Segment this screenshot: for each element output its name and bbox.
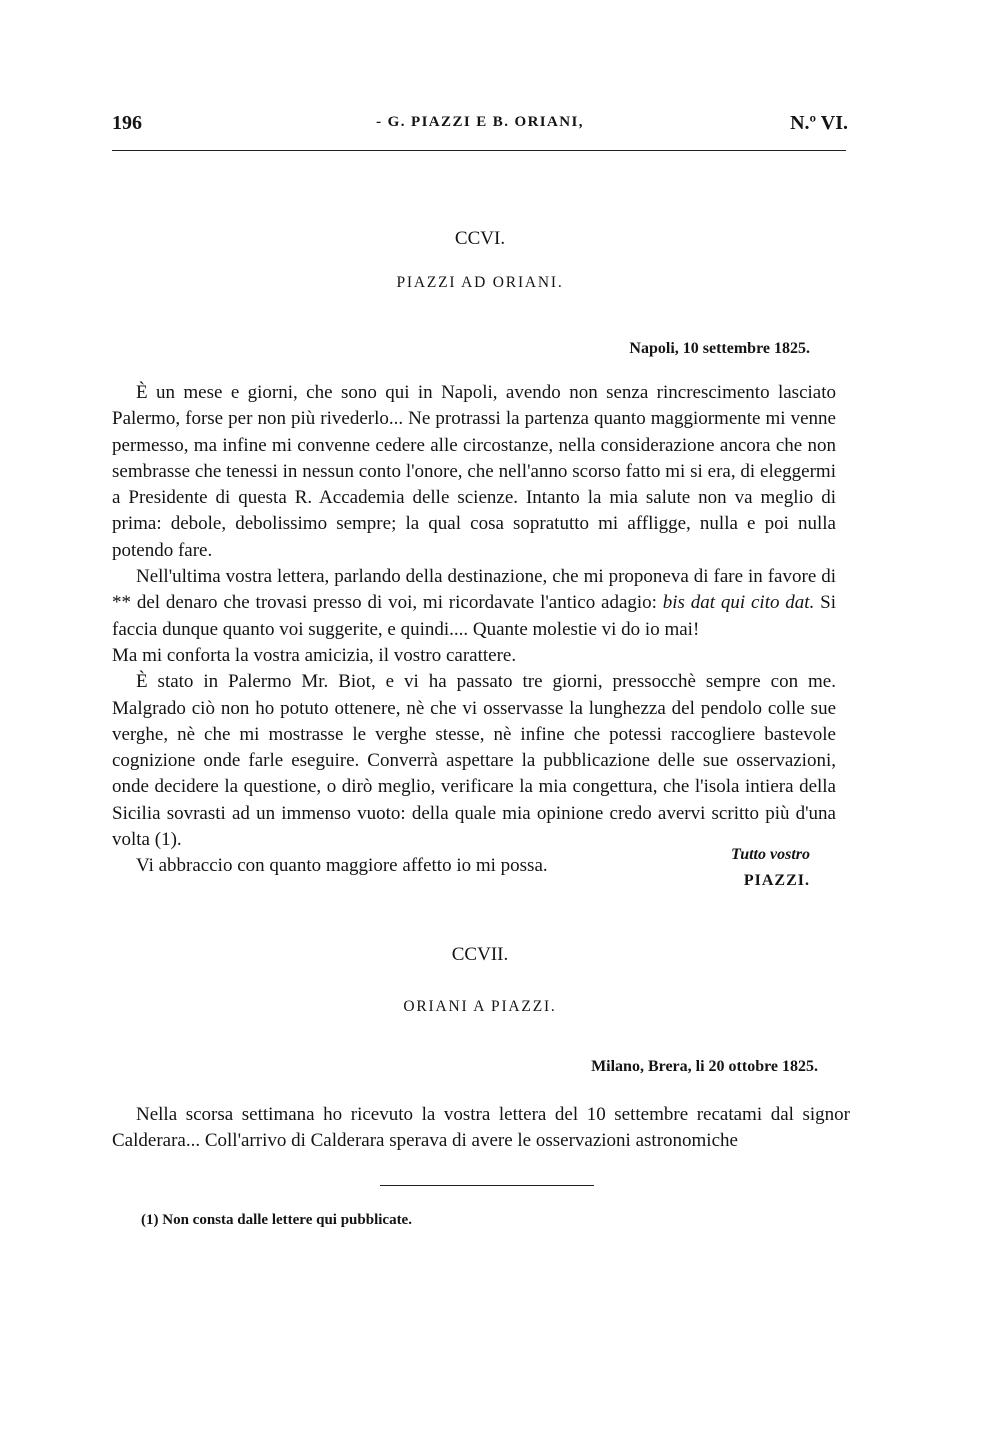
paragraph [112,564,836,643]
letter-number: CCVI. [454,228,506,249]
paragraph: È stato in Palermo Mr. Biot, e vi ha passato tre giorni, pressocchè sempre con me. Malgrado ciò non ho potuto ottenere, nè che vi osservasse la lunghezza del pendolo colle sue verghe, nè che mi mostrasse le verghe stesse, nè infine che potessi raccogliere bastevole cognizione onde farle eseguire. Converrà aspettare la pubblicazione delle sue osservazioni, onde decidere la questione, o dirò meglio, verificare la mia congettura, che l'isola intiera della Sicilia sovrasti ad un immenso vuoto: della quale mia opinione credo avervi scritto più d'una volta (1). [112,671,836,851]
paragraph: Ma mi conforta la vostra amicizia, il vostro carattere. [112,644,517,666]
section-number: N.º VI. [790,112,848,134]
letter-body [112,380,836,880]
footnote: (1) Non consta dalle lettere qui pubblicate. [141,1212,412,1228]
letter-date: Napoli, 10 settembre 1825. [629,340,810,357]
letter-address: ORIANI A PIAZZI. [403,998,557,1015]
running-title: - G. PIAZZI E B. ORIANI, [376,114,584,130]
closing-phrase: Tutto vostro [731,846,810,863]
paragraph: È un mese e giorni, che sono qui in Napoli, avendo non senza rincrescimento lasciato Palermo, forse per non più rivederlo... Ne protrassi la partenza quanto maggiormente mi venne permesso, ma infine mi convenne cedere alle circostanze, nella considerazione ancora che non sembrasse che tenessi in nessun conto l'onore, che nell'anno scorso fatto mi si era, di eleggermi a Presidente di questa R. Accademia delle scienze. Intanto la mia salute non va meglio di prima: debole, debolissimo sempre; la qual cosa sopratutto mi affligge, nulla e poi nulla potendo fare. [112,382,836,561]
signature: PIAZZI. [743,872,810,889]
italic-phrase: bis dat qui cito dat. [662,592,815,614]
paragraph: Vi abbraccio con quanto maggiore affetto io mi possa. [136,855,548,877]
letter-date: Milano, Brera, li 20 ottobre 1825. [591,1058,818,1075]
letter-number: CCVII. [451,944,509,965]
page-number: 196 [112,112,142,134]
running-head [112,112,848,140]
footnote-rule [380,1185,594,1186]
paragraph: Nella scorsa settimana ho ricevuto la vostra lettera del 10 settembre recatami dal signor Calderara... Coll'arrivo di Calderara sperava di avere le osservazioni astronomiche [112,1104,850,1152]
header-rule [112,150,846,151]
letter-closing [600,846,810,898]
paragraph-text: Si faccia dunque quanto voi suggerite, e quindi.... Quante molestie vi do io mai! [112,592,837,640]
paragraph-text: Nell'ultima vostra lettera, parlando della destinazione, che mi proponeva di fare in favore di ** del denaro che trovasi presso di voi, mi ricordavate l'antico adagio: [112,566,836,614]
letter-address: PIAZZI AD ORIANI. [396,274,564,291]
letter-body [112,1102,850,1155]
